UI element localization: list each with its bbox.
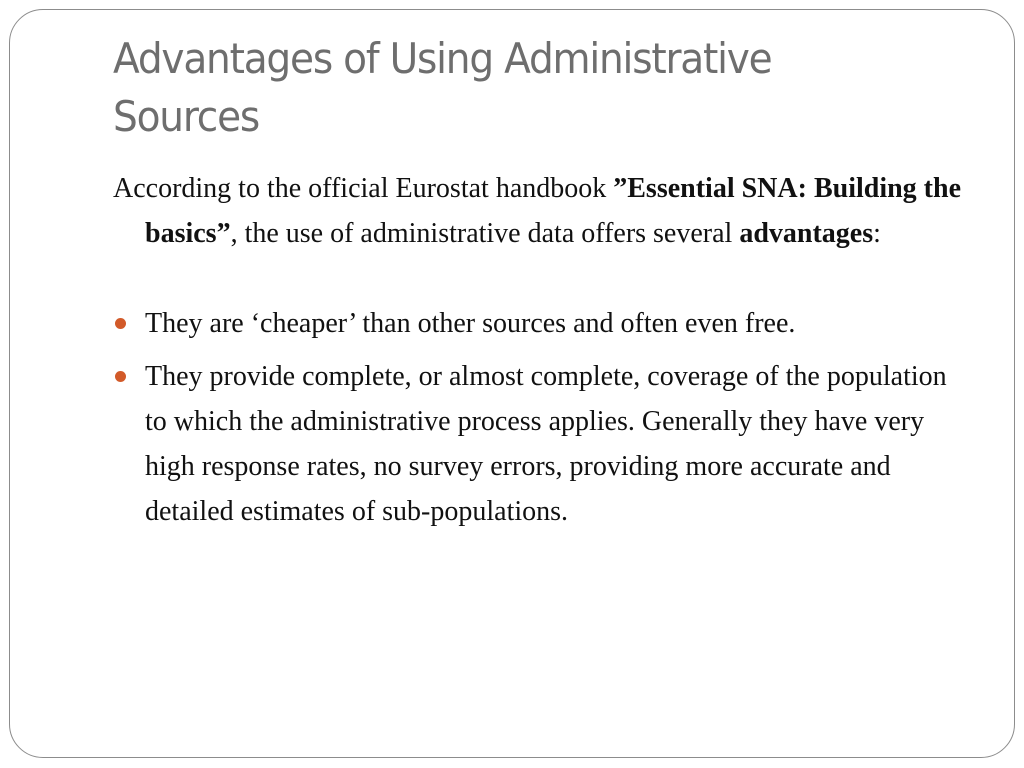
bullet-dot-icon bbox=[115, 318, 126, 329]
slide-body bbox=[113, 166, 963, 542]
book-title: ”Essential SNA: Building the basics” bbox=[145, 173, 961, 249]
intro-text-after: : bbox=[873, 218, 881, 249]
bullet-list bbox=[113, 301, 963, 534]
bullet-dot-icon bbox=[115, 371, 126, 382]
intro-text-middle: , the use of administrative data offers several bbox=[230, 218, 740, 249]
advantages-keyword: advantages bbox=[739, 218, 874, 249]
bullet-item-coverage bbox=[113, 354, 963, 534]
bullet-text: They are ‘cheaper’ than other sources and often even free. bbox=[145, 308, 796, 339]
intro-paragraph bbox=[113, 166, 963, 256]
bullet-text: They provide complete, or almost complete, coverage of the population to which the administrative process applies. Generally they have very high response rates, no survey errors, providing more accurate and detailed estimates of sub-populations. bbox=[145, 361, 947, 527]
intro-text-before: According to the official Eurostat handbook bbox=[113, 173, 614, 204]
slide-title: Advantages of Using Administrative Sources bbox=[113, 34, 772, 141]
bullet-item-cheaper bbox=[113, 301, 963, 346]
